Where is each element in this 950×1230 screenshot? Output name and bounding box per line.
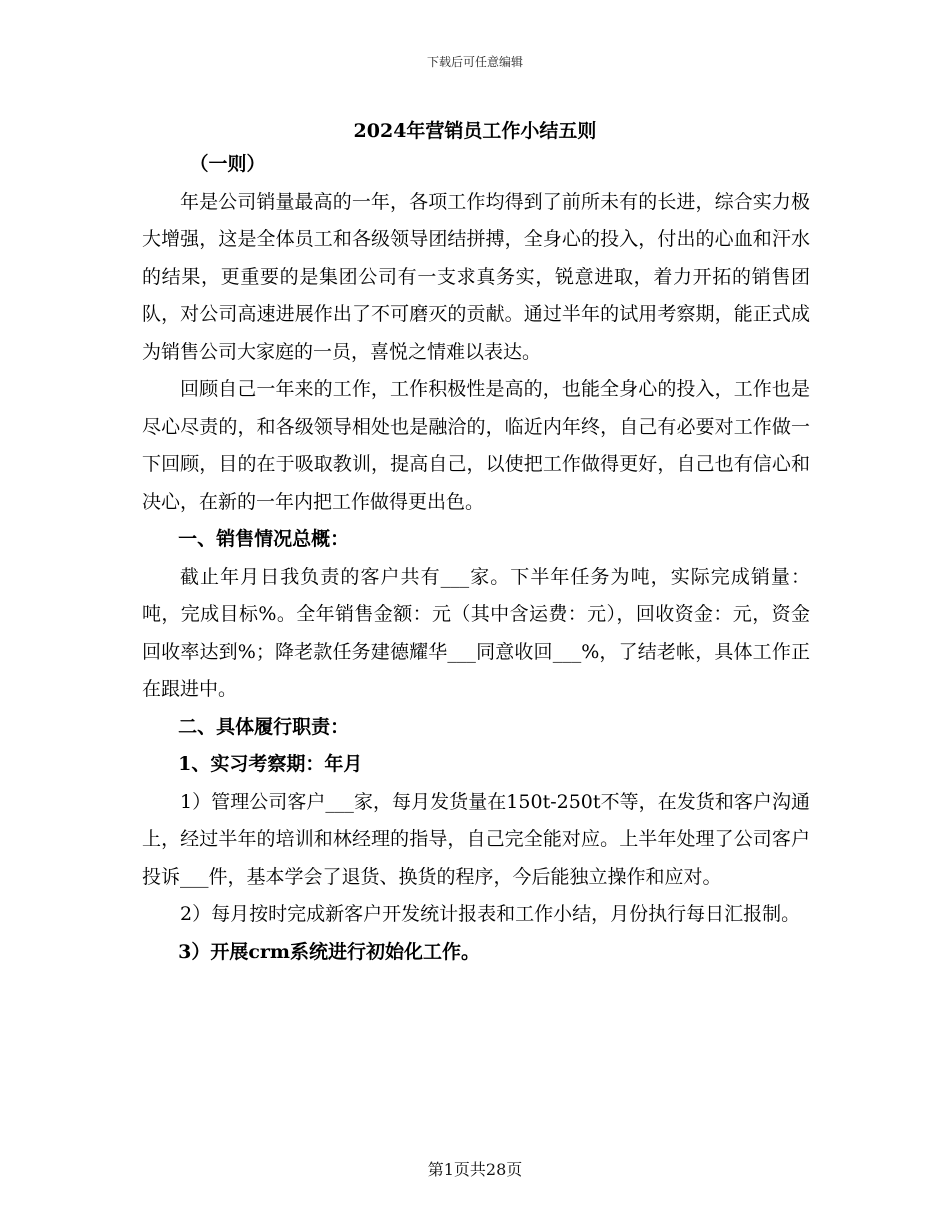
paragraph-review: 回顾自己一年来的工作，工作积极性是高的，也能全身心的投入，工作也是尽心尽责的，和各级领导相处也是融洽的，临近内年终，自己有必要对工作做一下回顾，目的在于吸取教训，提高自己，以使把工作做得更好，自己也有信心和决心，在新的一年内把工作做得更出色。 — [142, 378, 810, 513]
heading-internship: 1、实习考察期：年月 — [178, 753, 363, 775]
header-note: 下载后可任意编辑 — [426, 55, 523, 69]
page-number: 第1页共28页 — [427, 1160, 523, 1179]
paragraph-customer-management: 1）管理公司客户___家，每月发货量在150t-250t不等，在发货和客户沟通上，经过半年的培训和林经理的指导，自己完全能对应。上半年处理了公司客户投诉___件，基本学会了退货、换货的程序，今后能独立操作和应对。 — [142, 790, 810, 888]
heading-duties: 二、具体履行职责： — [178, 715, 350, 738]
paragraph-intro: 年是公司销量最高的一年，各项工作均得到了前所未有的长进，综合实力极大增强，这是全体员工和各级领导团结拼搏，全身心的投入，付出的心血和汗水的结果，更重要的是集团公司有一支求真务实，锐意进取，着力开拓的销售团队，对公司高速进展作出了不可磨灭的贡献。通过半年的试用考察期，能正式成为销售公司大家庭的一员，喜悦之情难以表达。 — [142, 190, 810, 363]
document-title: 2024年营销员工作小结五则 — [353, 120, 597, 142]
document-body — [142, 146, 810, 971]
heading-crm: 3）开展crm系统进行初始化工作。 — [178, 940, 480, 963]
part-label: （一则） — [189, 153, 266, 175]
paragraph-sales-data: 截止年月日我负责的客户共有___家。下半年任务为吨，实际完成销量：吨，完成目标%。全年销售金额：元（其中含运费：元），回收资金：元，资金回收率达到%；降老款任务建德耀华___同意收回___%，了结老帐，具体工作正在跟进中。 — [142, 565, 810, 700]
heading-sales-overview: 一、销售情况总概： — [178, 528, 350, 550]
paragraph-reports: 2）每月按时完成新客户开发统计报表和工作小结，月份执行每日汇报制。 — [180, 903, 801, 925]
